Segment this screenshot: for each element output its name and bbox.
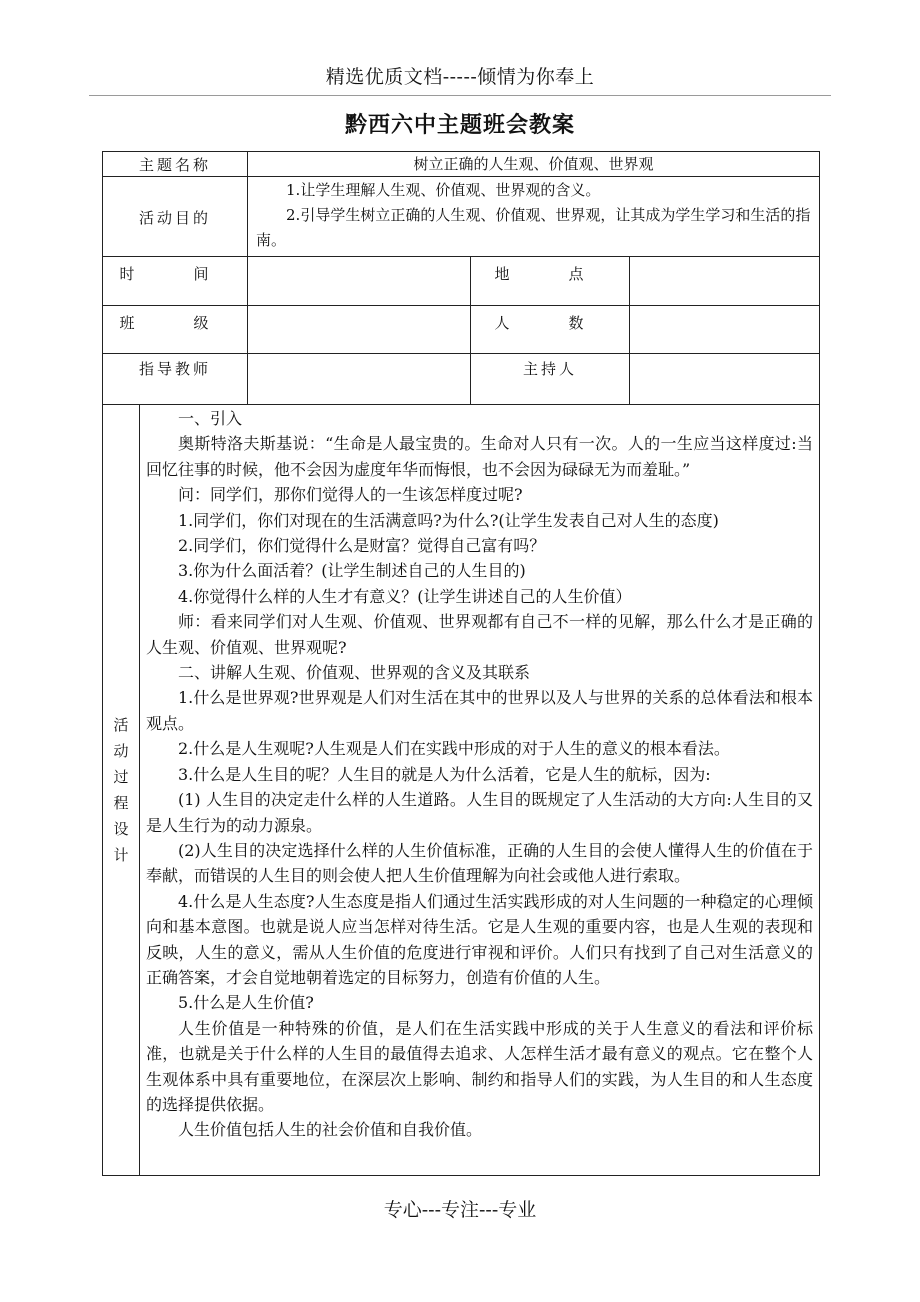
process-label	[103, 405, 140, 1176]
content-paragraph: 2.同学们，你们觉得什么是财富？觉得自己富有吗？	[178, 536, 546, 556]
process-row	[103, 405, 820, 1176]
process-label-char: 过	[113, 768, 129, 786]
content-paragraph: 1.同学们，你们对现在的生活满意吗?为什么?(让学生发表自己对人生的态度)	[178, 510, 719, 530]
purpose-label: 活动目的	[103, 177, 248, 257]
process-label-char: 程	[113, 794, 129, 812]
process-label-char: 活	[113, 716, 129, 734]
topic-value: 树立正确的人生观、价值观、世界观	[248, 152, 820, 177]
content-paragraph: 3.什么是人生目的呢？人生目的就是人为什么活着，它是人生的航标，因为:	[178, 764, 711, 784]
time-place-row	[103, 257, 820, 306]
content-paragraph: (1) 人生目的决定走什么样的人生道路。人生目的既规定了人生活动的大方向:人生目的又是人生行为的动力源泉。	[146, 790, 814, 835]
content-heading: 一、引入	[178, 409, 243, 428]
process-content	[140, 405, 820, 1176]
page-header: 精选优质文档-----倾情为你奉上	[325, 66, 595, 88]
content-paragraph: (2)人生目的决定选择什么样的人生价值标准，正确的人生目的会使人懂得人生的价值在于奉献，而错误的人生目的则会使人把人生价值理解为向社会或他人进行索取。	[146, 840, 814, 886]
purpose-value	[248, 177, 820, 257]
count-label: 人 数	[471, 306, 630, 354]
process-label-char: 动	[113, 742, 129, 760]
purpose-item: 1.让学生理解人生观、价值观、世界观的含义。	[286, 181, 601, 199]
process-label-char: 设	[113, 820, 129, 838]
document-title: 黔西六中主题班会教案	[344, 112, 575, 138]
class-count-row	[103, 306, 820, 354]
content-heading: 二、讲解人生观、价值观、世界观的含义及其联系	[178, 663, 531, 683]
host-value	[630, 354, 820, 405]
lesson-plan-table	[102, 151, 820, 1176]
place-label: 地 点	[471, 257, 630, 306]
topic-label: 主题名称	[103, 152, 248, 177]
purpose-item: 2.引导学生树立正确的人生观、价值观、世界观，让其成为学生学习和生活的指南。	[256, 206, 811, 249]
content-paragraph: 4.你觉得什么样的人生才有意义？(让学生讲述自己的人生价值）	[178, 586, 632, 606]
purpose-row	[103, 177, 820, 257]
class-value	[248, 306, 471, 354]
page-footer: 专心---专注---专业	[383, 1199, 537, 1221]
content-paragraph: 师：看来同学们对人生观、价值观、世界观都有自己不一样的见解，那么什么才是正确的人生观、价值观、世界观呢?	[146, 612, 814, 657]
content-paragraph: 2.什么是人生观呢?人生观是人们在实践中形成的对于人生的意义的根本看法。	[178, 739, 730, 759]
process-label-char: 计	[113, 846, 129, 864]
time-label: 时 间	[103, 257, 248, 306]
content-paragraph: 1.什么是世界观?世界观是人们对生活在其中的世界以及人与世界的关系的总体看法和根本观点。	[146, 688, 814, 733]
teacher-value	[248, 354, 471, 405]
header-divider	[89, 95, 831, 96]
content-paragraph: 人生价值包括人生的社会价值和自我价值。	[178, 1120, 483, 1140]
place-value	[630, 257, 820, 306]
teacher-label: 指导教师	[103, 354, 248, 405]
host-label: 主持人	[471, 354, 630, 405]
content-paragraph: 5.什么是人生价值?	[178, 993, 314, 1013]
class-label: 班 级	[103, 306, 248, 354]
teacher-host-row	[103, 354, 820, 405]
content-paragraph: 奥斯特洛夫斯基说：“生命是人最宝贵的。生命对人只有一次。人的一生应当这样度过:当回忆往事的时候，他不会因为虚度年华而悔恨，也不会因为碌碌无为而羞耻。”	[146, 434, 814, 479]
time-value	[248, 257, 471, 306]
content-paragraph: 人生价值是一种特殊的价值，是人们在生活实践中形成的关于人生意义的看法和评价标准，也就是关于什么样的人生目的最值得去追求、人怎样生活才最有意义的观点。它在整个人生观体系中具有重要地位，在深层次上影响、制约和指导人们的实践，为人生目的和人生态度的选择提供依据。	[146, 1018, 814, 1114]
content-paragraph: 问：同学们，那你们觉得人的一生该怎样度过呢?	[178, 485, 523, 505]
content-paragraph: 4.什么是人生态度?人生态度是指人们通过生活实践形成的对人生问题的一种稳定的心理倾向和基本意图。也就是说人应当怎样对待生活。它是人生观的重要内容，也是人生观的表现和反映，人生的意义，需从人生价值的危度进行审视和评价。人们只有找到了自己对生活意义的正确答案，才会自觉地朝着选定的目标努力，创造有价值的人生。	[146, 891, 814, 987]
topic-row	[103, 152, 820, 177]
content-paragraph: 3.你为什么面活着？(让学生制述自己的人生目的)	[178, 561, 526, 581]
count-value	[630, 306, 820, 354]
